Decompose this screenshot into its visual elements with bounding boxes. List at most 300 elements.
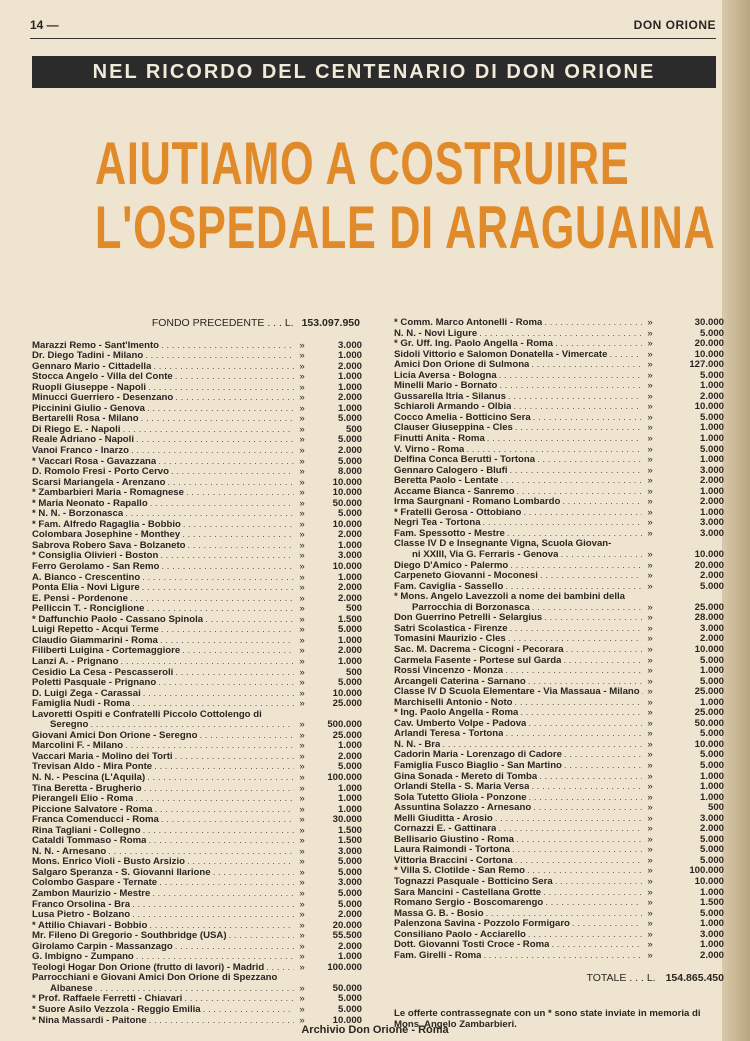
donation-amount: 10.000	[332, 518, 362, 530]
donation-row	[394, 814, 724, 825]
leader-dots	[142, 573, 294, 584]
ditto-mark: »	[299, 687, 305, 699]
donor-name: Famiglia Fusco Biaglio - San Martino	[394, 760, 562, 771]
header-rule	[30, 38, 716, 39]
donation-row	[394, 539, 724, 550]
donation-amount: 20.000	[694, 338, 724, 350]
donor-name: * Maria Neonato - Rapallo	[32, 498, 148, 509]
leader-dots	[159, 878, 294, 889]
donation-row	[394, 687, 724, 698]
ditto-mark: »	[647, 897, 653, 909]
ditto-mark: »	[299, 603, 305, 615]
donor-name: Cornazzi E. - Gattinara	[394, 824, 497, 835]
donation-amount: 5.000	[699, 443, 724, 455]
donation-row	[32, 836, 362, 847]
donation-row	[394, 845, 724, 856]
leader-dots	[125, 509, 294, 520]
ditto-mark: »	[299, 761, 305, 773]
leader-dots	[515, 698, 643, 709]
leader-dots	[136, 952, 294, 963]
leader-dots	[533, 413, 642, 424]
ditto-mark: »	[299, 487, 305, 499]
leader-dots	[90, 720, 294, 731]
previous-fund-label: FONDO PRECEDENTE . . . L.	[151, 317, 294, 329]
ditto-mark: »	[299, 413, 305, 425]
donor-name: Diego D'Amico - Palermo	[394, 560, 509, 571]
donation-row	[32, 815, 362, 826]
ditto-mark: »	[647, 401, 653, 413]
donation-amount: 5.000	[699, 844, 724, 856]
donation-amount: 1.000	[699, 506, 724, 518]
leader-dots	[171, 467, 294, 478]
donation-row	[394, 508, 724, 519]
donor-name: * Daffunchio Paolo - Cassano Spinola	[32, 614, 204, 625]
ditto-mark: »	[647, 527, 653, 539]
donation-amount: 3.000	[337, 845, 362, 857]
leader-dots	[505, 729, 642, 740]
leader-dots	[160, 636, 294, 647]
donor-name: * N. N. - Borzonasca	[32, 509, 124, 520]
leader-dots	[523, 508, 642, 519]
donations-column-right	[394, 318, 724, 1030]
donation-amount: 1.000	[337, 793, 362, 805]
leader-dots	[483, 951, 642, 962]
donor-name: Colombo Gaspare - Ternate	[32, 878, 158, 889]
leader-dots	[551, 940, 642, 951]
donor-name: Salgaro Speranza - S. Giovanni Ilarione	[32, 867, 211, 878]
ditto-mark: »	[647, 338, 653, 350]
leader-dots	[544, 613, 642, 624]
donor-name: Rina Tagliani - Collegno	[32, 825, 141, 836]
donor-name: Negri Tea - Tortona	[394, 518, 481, 529]
donation-amount: 5.000	[337, 856, 362, 868]
donation-row	[394, 782, 724, 793]
donation-row	[394, 613, 724, 624]
ditto-mark: »	[299, 951, 305, 963]
donor-name: Cadorin Maria - Lorenzago di Cadore	[394, 750, 562, 761]
donor-name: * Attilio Chiavari - Bobbio	[32, 920, 148, 931]
leader-dots	[528, 677, 642, 688]
donation-row	[394, 708, 724, 719]
donation-amount: 2.000	[699, 633, 724, 645]
donor-name: N. N. - Bra	[394, 739, 441, 750]
leader-dots	[125, 741, 294, 752]
donation-amount: 20.000	[332, 919, 362, 931]
leader-dots	[544, 318, 642, 329]
donation-amount: 10.000	[694, 549, 724, 561]
donation-row	[32, 805, 362, 816]
leader-dots	[508, 634, 642, 645]
ditto-mark: »	[647, 433, 653, 445]
donor-name: V. Virno - Roma	[394, 444, 465, 455]
donation-row	[32, 583, 362, 594]
ditto-mark: »	[299, 360, 305, 372]
ditto-mark: »	[299, 402, 305, 414]
donation-row	[32, 762, 362, 773]
donation-row	[32, 984, 362, 995]
donation-amount: 1.000	[699, 791, 724, 803]
donation-amount: 5.000	[699, 907, 724, 919]
leader-dots	[510, 624, 642, 635]
donation-amount: 5.000	[337, 413, 362, 425]
donor-name: Carmela Fasente - Portese sul Garda	[394, 655, 562, 666]
donation-amount: 100.000	[327, 961, 362, 973]
donation-amount: 50.000	[332, 497, 362, 509]
ditto-mark: »	[299, 814, 305, 826]
donation-row	[32, 657, 362, 668]
donor-name: Mons. Enrico Violi - Busto Arsizio	[32, 857, 185, 868]
donation-amount: 3.000	[699, 464, 724, 476]
donation-amount: 1.000	[337, 803, 362, 815]
donation-amount: 2.000	[337, 592, 362, 604]
donation-amount: 50.000	[694, 717, 724, 729]
ditto-mark: »	[647, 454, 653, 466]
donations-column-left	[32, 318, 362, 1026]
donation-amount: 50.000	[332, 982, 362, 994]
donation-amount: 2.000	[337, 392, 362, 404]
donor-name: Marchiselli Antonio - Noto	[394, 697, 513, 708]
donation-amount: 3.000	[337, 550, 362, 562]
donation-amount: 1.000	[337, 782, 362, 794]
donation-amount: 2.000	[337, 940, 362, 952]
total	[394, 973, 724, 984]
donation-amount: 1.000	[699, 380, 724, 392]
donor-name: * Fratelli Gerosa - Ottobiano	[394, 507, 522, 518]
leader-dots	[183, 520, 294, 531]
donation-row	[32, 625, 362, 636]
donation-amount: 2.000	[699, 475, 724, 487]
ditto-mark: »	[299, 539, 305, 551]
donation-row	[32, 752, 362, 763]
ditto-mark: »	[299, 982, 305, 994]
donor-name: Sac. M. Dacrema - Cicogni - Pecorara	[394, 644, 564, 655]
donation-amount: 1.000	[337, 402, 362, 414]
donation-amount: 5.000	[337, 866, 362, 878]
donor-name: Parrocchiani e Giovani Amici Don Orione di Spezzano	[32, 973, 278, 984]
ditto-mark: »	[299, 877, 305, 889]
ditto-mark: »	[299, 740, 305, 752]
ditto-mark: »	[647, 854, 653, 866]
ditto-mark: »	[299, 677, 305, 689]
donation-row	[32, 604, 362, 615]
donor-name: Piccinini Giulio - Genova	[32, 403, 146, 414]
ditto-mark: »	[647, 580, 653, 592]
donor-name: Satri Scolastica - Firenze	[394, 623, 508, 634]
donation-row	[32, 826, 362, 837]
donation-amount: 1.500	[337, 824, 362, 836]
donation-row	[32, 530, 362, 541]
ditto-mark: »	[647, 601, 653, 613]
ditto-mark: »	[647, 317, 653, 328]
leader-dots	[486, 909, 642, 920]
donation-row	[32, 499, 362, 510]
donor-name: Licia Aversa - Bologna	[394, 370, 497, 381]
donor-name: * Nina Massardi - Paitone	[32, 1015, 147, 1026]
leader-dots	[537, 455, 642, 466]
donation-row	[32, 773, 362, 784]
donation-row	[394, 582, 724, 593]
donor-name: Marcolini F. - Milano	[32, 741, 124, 752]
leader-dots	[146, 604, 294, 615]
donation-amount: 2.000	[699, 570, 724, 582]
archive-footer: Archivio Don Orione - Roma	[301, 1024, 449, 1036]
donation-row	[32, 414, 362, 425]
donation-row	[394, 402, 724, 413]
donation-row	[394, 466, 724, 477]
leader-dots	[175, 668, 294, 679]
donation-amount: 2.000	[337, 750, 362, 762]
leader-dots	[182, 646, 294, 657]
leader-dots	[175, 752, 294, 763]
donation-row	[32, 457, 362, 468]
donation-row	[394, 919, 724, 930]
donation-amount: 1.000	[337, 539, 362, 551]
ditto-mark: »	[299, 1004, 305, 1015]
ditto-mark: »	[647, 833, 653, 845]
donation-amount: 1.000	[699, 886, 724, 898]
leader-dots	[515, 856, 642, 867]
total-amount: 154.865.450	[665, 972, 724, 985]
donation-amount: 30.000	[694, 317, 724, 328]
donor-name: * Villa S. Clotilde - San Remo	[394, 866, 525, 877]
ditto-mark: »	[299, 940, 305, 952]
leader-dots	[498, 824, 642, 835]
donation-amount: 10.000	[332, 476, 362, 488]
leader-dots	[532, 603, 642, 614]
donation-row	[32, 973, 362, 984]
ditto-mark: »	[299, 550, 305, 562]
donor-name: Luigi Repetto - Acqui Terme	[32, 625, 159, 636]
ditto-mark: »	[647, 411, 653, 423]
donation-row	[32, 636, 362, 647]
leader-dots	[609, 350, 642, 361]
donor-name: Fam. Caviglia - Sassello	[394, 581, 504, 592]
donation-amount: 127.000	[689, 359, 724, 371]
donation-amount: 500	[345, 603, 362, 615]
ditto-mark: »	[647, 348, 653, 360]
donation-row	[32, 1005, 362, 1016]
ditto-mark: »	[647, 939, 653, 951]
ditto-mark: »	[299, 518, 305, 530]
donation-row	[394, 909, 724, 920]
leader-dots	[167, 478, 294, 489]
donation-row	[32, 646, 362, 657]
ditto-mark: »	[647, 686, 653, 698]
donor-name: Classe IV D e Insegnante Vigna, Scuola Giovan-	[394, 539, 612, 550]
donation-row	[32, 573, 362, 584]
leader-dots	[510, 561, 642, 572]
ditto-mark: »	[299, 371, 305, 383]
leader-dots	[442, 740, 642, 751]
donation-amount: 10.000	[332, 1014, 362, 1026]
leader-dots	[136, 435, 294, 446]
donation-amount: 1.500	[337, 835, 362, 847]
donor-name: Teologi Hogar Don Orione (frutto di lavori) - Madrid	[32, 962, 265, 973]
donor-name: Fam. Girelli - Roma	[394, 950, 482, 961]
donation-amount: 1.000	[337, 381, 362, 393]
leader-dots	[130, 594, 294, 605]
memorial-note: Le offerte contrassegnate con un * sono state inviate in memoria di Mons. Angelo Zambarbieri.	[394, 1007, 701, 1030]
donor-name: Lanzi A. - Prignano	[32, 656, 119, 667]
donation-row	[394, 930, 724, 941]
donor-name: Di Riego E. - Napoli	[32, 424, 121, 435]
leader-dots	[505, 666, 642, 677]
donation-amount: 55.500	[332, 930, 362, 942]
donation-row	[32, 594, 362, 605]
leader-dots	[199, 731, 294, 742]
leader-dots	[203, 1005, 294, 1016]
ditto-mark: »	[647, 327, 653, 339]
ditto-mark: »	[647, 949, 653, 961]
leader-dots	[175, 942, 294, 953]
ditto-mark: »	[299, 898, 305, 910]
ditto-mark: »	[647, 496, 653, 508]
ditto-mark: »	[647, 812, 653, 824]
donation-amount: 5.000	[699, 411, 724, 423]
ditto-mark: »	[299, 824, 305, 836]
leader-dots	[131, 446, 294, 457]
ditto-mark: »	[647, 675, 653, 687]
donation-row	[32, 668, 362, 679]
donor-name: Vittoria Braccini - Cortona	[394, 855, 513, 866]
leader-dots	[466, 445, 642, 456]
donation-amount: 5.000	[337, 455, 362, 467]
donor-name: Delfina Conca Berutti - Tortona	[394, 455, 536, 466]
donation-row	[32, 794, 362, 805]
ditto-mark: »	[299, 508, 305, 520]
donation-row	[394, 550, 724, 561]
centenary-banner: NEL RICORDO DEL CENTENARIO DI DON ORIONE	[32, 56, 716, 88]
leader-dots	[533, 803, 642, 814]
donor-name: D. Luigi Zega - Carassai	[32, 688, 141, 699]
ditto-mark: »	[647, 717, 653, 729]
donation-row	[394, 529, 724, 540]
leader-dots	[108, 847, 294, 858]
donation-row	[394, 392, 724, 403]
donor-name: Franco Orsolina - Bra	[32, 899, 131, 910]
leader-dots	[564, 750, 642, 761]
ditto-mark: »	[299, 455, 305, 467]
donation-row	[32, 900, 362, 911]
donor-name: Rossi Vincenzo - Monza	[394, 666, 504, 677]
leader-dots	[508, 392, 642, 403]
donation-amount: 1.000	[699, 781, 724, 793]
main-title-line-2: L'OSPEDALE DI ARAGUAINA	[95, 194, 716, 261]
donation-row	[32, 741, 362, 752]
donation-amount: 10.000	[694, 738, 724, 750]
donation-amount: 1.000	[699, 939, 724, 951]
ditto-mark: »	[647, 886, 653, 898]
leader-dots	[479, 329, 642, 340]
donor-name: Finutti Anita - Roma	[394, 434, 485, 445]
donation-amount: 1.000	[337, 740, 362, 752]
donation-row	[32, 847, 362, 858]
donation-row	[394, 761, 724, 772]
ditto-mark: »	[647, 791, 653, 803]
ditto-mark: »	[299, 719, 305, 731]
donor-name: Gennaro Calogero - Blufi	[394, 465, 508, 476]
donation-row	[32, 615, 362, 626]
donor-name: Lavoretti Ospiti e Confratelli Piccolo Cottolengo di	[32, 709, 262, 720]
donor-name: * Prof. Raffaele Ferretti - Chiavari	[32, 994, 183, 1005]
ditto-mark: »	[647, 475, 653, 487]
donor-name: Fam. Spessotto - Mestre	[394, 528, 505, 539]
donation-row	[394, 888, 724, 899]
leader-dots	[175, 393, 294, 404]
leader-dots	[499, 371, 642, 382]
ditto-mark: »	[299, 350, 305, 362]
donation-amount: 500	[345, 666, 362, 678]
ditto-mark: »	[299, 423, 305, 435]
donation-amount: 1.000	[699, 422, 724, 434]
donor-name: Sara Mancini - Castellana Grotte	[394, 887, 542, 898]
leader-dots	[572, 919, 642, 930]
donation-amount: 5.000	[337, 761, 362, 773]
donation-amount: 10.000	[332, 561, 362, 573]
donation-row	[32, 910, 362, 921]
donor-name: Sola Tutetto Gliola - Ponzone	[394, 792, 527, 803]
leader-dots	[510, 466, 642, 477]
ditto-mark: »	[647, 707, 653, 719]
ditto-mark: »	[299, 445, 305, 457]
donation-amount: 10.000	[694, 875, 724, 887]
donor-name: Vanoi Franco - Inarzo	[32, 446, 130, 457]
ditto-mark: »	[299, 856, 305, 868]
leader-dots	[213, 868, 294, 879]
donation-amount: 1.000	[699, 696, 724, 708]
donation-row	[32, 931, 362, 942]
donation-amount: 100.000	[327, 771, 362, 783]
donation-row	[394, 592, 724, 603]
donor-name: Amici Don Orione di Sulmona	[394, 360, 530, 371]
ditto-mark: »	[299, 803, 305, 815]
donation-amount: 5.000	[699, 728, 724, 740]
donor-name: * Gr. Uff. Ing. Paolo Angella - Roma	[394, 339, 554, 350]
donation-amount: 8.000	[337, 466, 362, 478]
ditto-mark: »	[299, 655, 305, 667]
donation-row	[394, 824, 724, 835]
page-edge	[722, 0, 750, 1041]
donation-amount: 3.000	[699, 812, 724, 824]
donation-amount: 25.000	[694, 707, 724, 719]
donation-amount: 10.000	[694, 401, 724, 413]
donor-name: E. Pensi - Pordenone	[32, 593, 128, 604]
donor-name: N. N. - Arnesano	[32, 846, 107, 857]
donation-row	[394, 750, 724, 761]
donation-row	[394, 455, 724, 466]
donation-amount: 500	[345, 423, 362, 435]
donation-amount: 500.000	[327, 719, 362, 731]
ditto-mark: »	[647, 823, 653, 835]
donor-name: Irma Saurgnani - Romano Lombardo	[394, 497, 561, 508]
ditto-mark: »	[647, 485, 653, 497]
donation-row	[32, 467, 362, 478]
ditto-mark: »	[647, 464, 653, 476]
donor-name: Pierangeli Elio - Roma	[32, 794, 134, 805]
leader-dots	[564, 761, 642, 772]
ditto-mark: »	[299, 793, 305, 805]
donation-amount: 10.000	[694, 348, 724, 360]
ditto-mark: »	[299, 339, 305, 351]
ditto-mark: »	[299, 392, 305, 404]
donation-row	[32, 710, 362, 721]
donor-name: Zambon Maurizio - Mestre	[32, 888, 151, 899]
donation-row	[394, 645, 724, 656]
ditto-mark: »	[647, 665, 653, 677]
leader-dots	[155, 805, 295, 816]
donation-amount: 2.000	[337, 529, 362, 541]
donation-amount: 2.000	[337, 909, 362, 921]
